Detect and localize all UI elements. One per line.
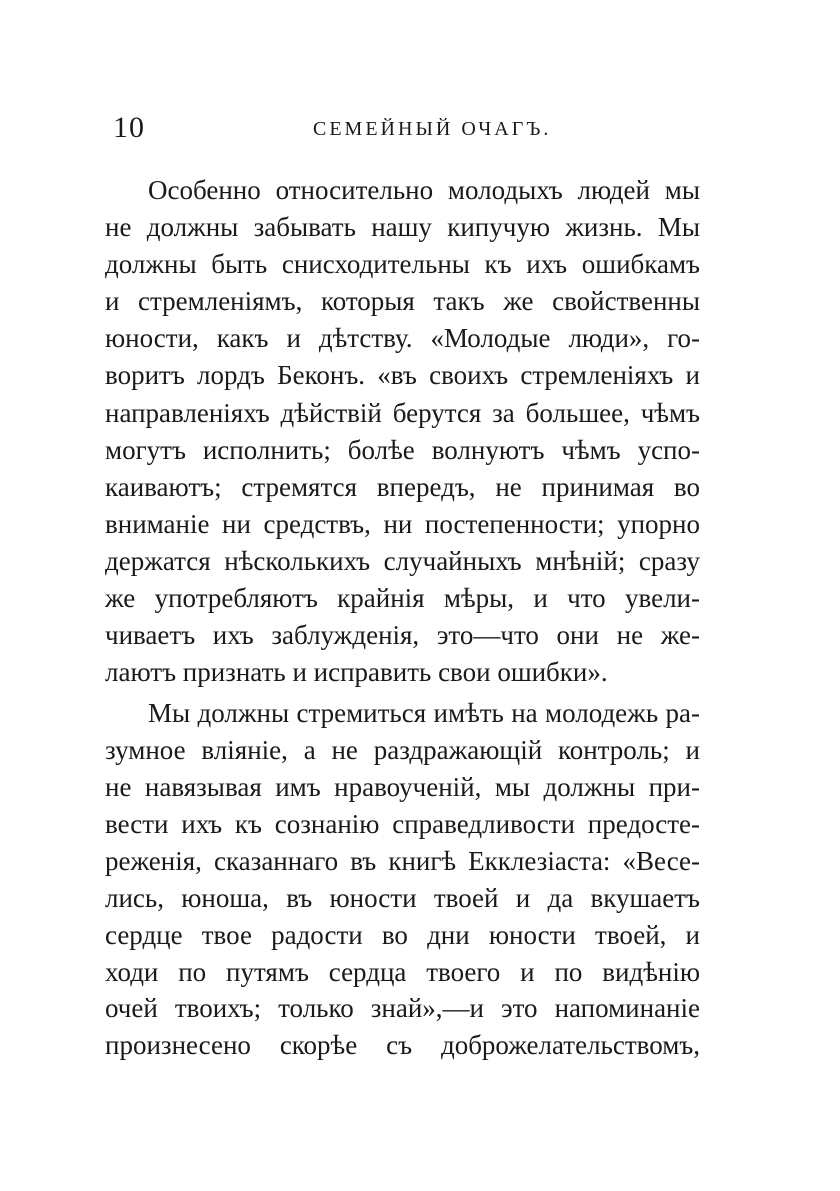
text-line: воритъ лордъ Беконъ. «въ своихъ стремленіяхъ и — [105, 360, 700, 391]
text-line: сердце твое радости во дни юности твоей, и — [105, 919, 700, 950]
running-head — [113, 108, 713, 148]
text-line: могутъ исполнить; болѣе волнуютъ чѣмъ успо- — [105, 434, 700, 465]
paragraph-2 — [105, 695, 700, 1064]
body-text — [105, 172, 700, 1064]
text-line: не навязывая имъ нравоученій, мы должны при- — [105, 772, 700, 803]
text-line: лись, юноша, въ юности твоей и да вкушаетъ — [105, 882, 700, 913]
text-line: произнесено скорѣе съ доброжелательствомъ, — [105, 1030, 700, 1061]
running-title: СЕМЕЙНЫЙ ОЧАГЪ. — [313, 118, 552, 140]
text-line: держатся нѣсколькихъ случайныхъ мнѣній; сразу — [105, 545, 700, 576]
page-number: 10 — [113, 111, 145, 144]
text-line: и стремленіямъ, которыя такъ же свойственны — [105, 286, 700, 317]
text-line: вниманіе ни средствъ, ни постепенности; упорно — [105, 508, 700, 539]
text-line: вести ихъ къ сознанію справедливости предосте- — [105, 808, 700, 839]
text-line: зумное вліяніе, а не раздражающій контроль; и — [105, 735, 700, 766]
text-line: юности, какъ и дѣтству. «Молодые люди», го- — [105, 323, 700, 354]
text-line: должны быть снисходительны къ ихъ ошибкамъ — [105, 249, 700, 280]
text-line: чиваетъ ихъ заблужденія, это—что они не же- — [105, 620, 700, 651]
text-line: лаютъ признать и исправить свои ошибки». — [105, 657, 608, 688]
text-line: реженія, сказаннаго въ книгѣ Екклезіаста: «Весе- — [105, 845, 700, 876]
text-line: очей твоихъ; только знай»,—и это напоминаніе — [105, 993, 700, 1024]
text-line: каиваютъ; стремятся впередъ, не принимая во — [105, 471, 700, 502]
text-line: Особенно относительно молодыхъ людей мы — [148, 175, 700, 205]
text-line: направленіяхъ дѣйствій берутся за большее, чѣмъ — [105, 397, 700, 428]
paragraph-1 — [105, 172, 700, 691]
text-line: же употребляютъ крайнія мѣры, и что увели- — [105, 583, 700, 614]
text-line: ходи по путямъ сердца твоего и по видѣнію — [105, 956, 700, 987]
text-line: Мы должны стремиться имѣть на молодежь ра- — [148, 698, 700, 729]
text-line: не должны забывать нашу кипучую жизнь. Мы — [105, 212, 700, 243]
